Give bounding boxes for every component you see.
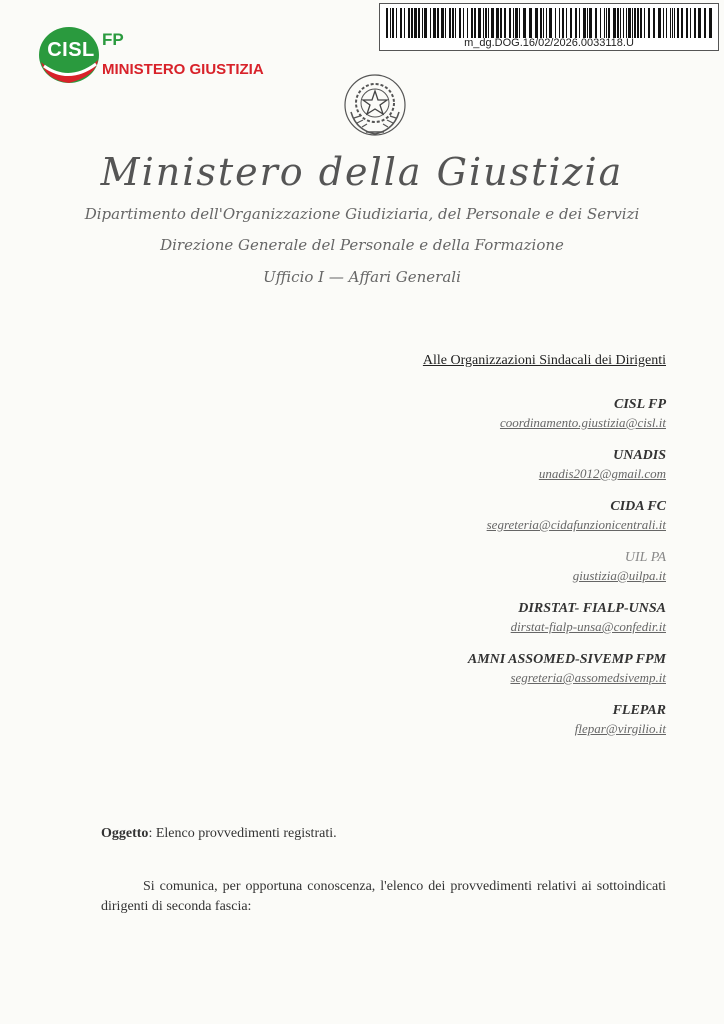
recipient-item: [336, 650, 666, 701]
recipient-name: CISL FP: [614, 397, 666, 412]
recipient-email[interactable]: dirstat-fialp-unsa@confedir.it: [510, 619, 666, 634]
logo-acronym: CISL: [47, 39, 95, 61]
office-line: Ufficio I — Affari Generali: [263, 268, 461, 286]
recipient-email[interactable]: segreteria@assomedsivemp.it: [510, 670, 666, 685]
ministry-title: Ministero della Giustizia: [100, 150, 624, 194]
recipients-heading: Alle Organizzazioni Sindacali dei Dirigenti: [422, 353, 666, 368]
body-paragraph: Si comunica, per opportuna conoscenza, l'elenco dei provvedimenti relativi ai sottoindicati dirigenti di seconda fascia:: [101, 879, 666, 914]
recipient-item: [336, 497, 666, 548]
logo-fp: FP: [102, 30, 124, 49]
protocol-barcode: [379, 3, 719, 51]
republic-emblem-icon: [342, 72, 408, 138]
recipient-name: UIL PA: [624, 550, 666, 565]
recipient-name: FLEPAR: [612, 703, 666, 718]
recipient-name: AMNI ASSOMED-SIVEMP FPM: [467, 652, 666, 667]
recipient-item: [336, 395, 666, 446]
recipient-name: DIRSTAT- FIALP-UNSA: [518, 601, 666, 616]
recipient-email[interactable]: giustizia@uilpa.it: [572, 568, 666, 583]
recipient-email[interactable]: coordinamento.giustizia@cisl.it: [499, 415, 666, 430]
recipient-item: [336, 548, 666, 599]
department-line: Dipartimento dell'Organizzazione Giudiziaria, del Personale e dei Servizi: [84, 205, 640, 223]
recipient-item: [336, 446, 666, 497]
recipients-list: [336, 395, 666, 752]
protocol-code: m_dg.DOG.16/02/2026.0033118.U: [464, 37, 634, 49]
recipient-email[interactable]: unadis2012@gmail.com: [538, 466, 666, 481]
barcode-icon: [386, 8, 712, 38]
recipient-name: CIDA FC: [610, 499, 666, 514]
logo-subtitle: MINISTERO GIUSTIZIA: [102, 61, 264, 78]
recipient-email[interactable]: flepar@virgilio.it: [574, 721, 666, 736]
recipient-item: [336, 701, 666, 752]
subject-label: Oggetto: [101, 826, 149, 841]
cisl-fp-logo: [38, 26, 278, 86]
recipient-item: [336, 599, 666, 650]
direction-line: Direzione Generale del Personale e della Formazione: [160, 236, 564, 254]
recipient-name: UNADIS: [613, 448, 666, 463]
subject-line: [101, 826, 337, 842]
subject-text: : Elenco provvedimenti registrati.: [148, 826, 337, 841]
recipient-email[interactable]: segreteria@cidafunzionicentrali.it: [486, 517, 666, 532]
